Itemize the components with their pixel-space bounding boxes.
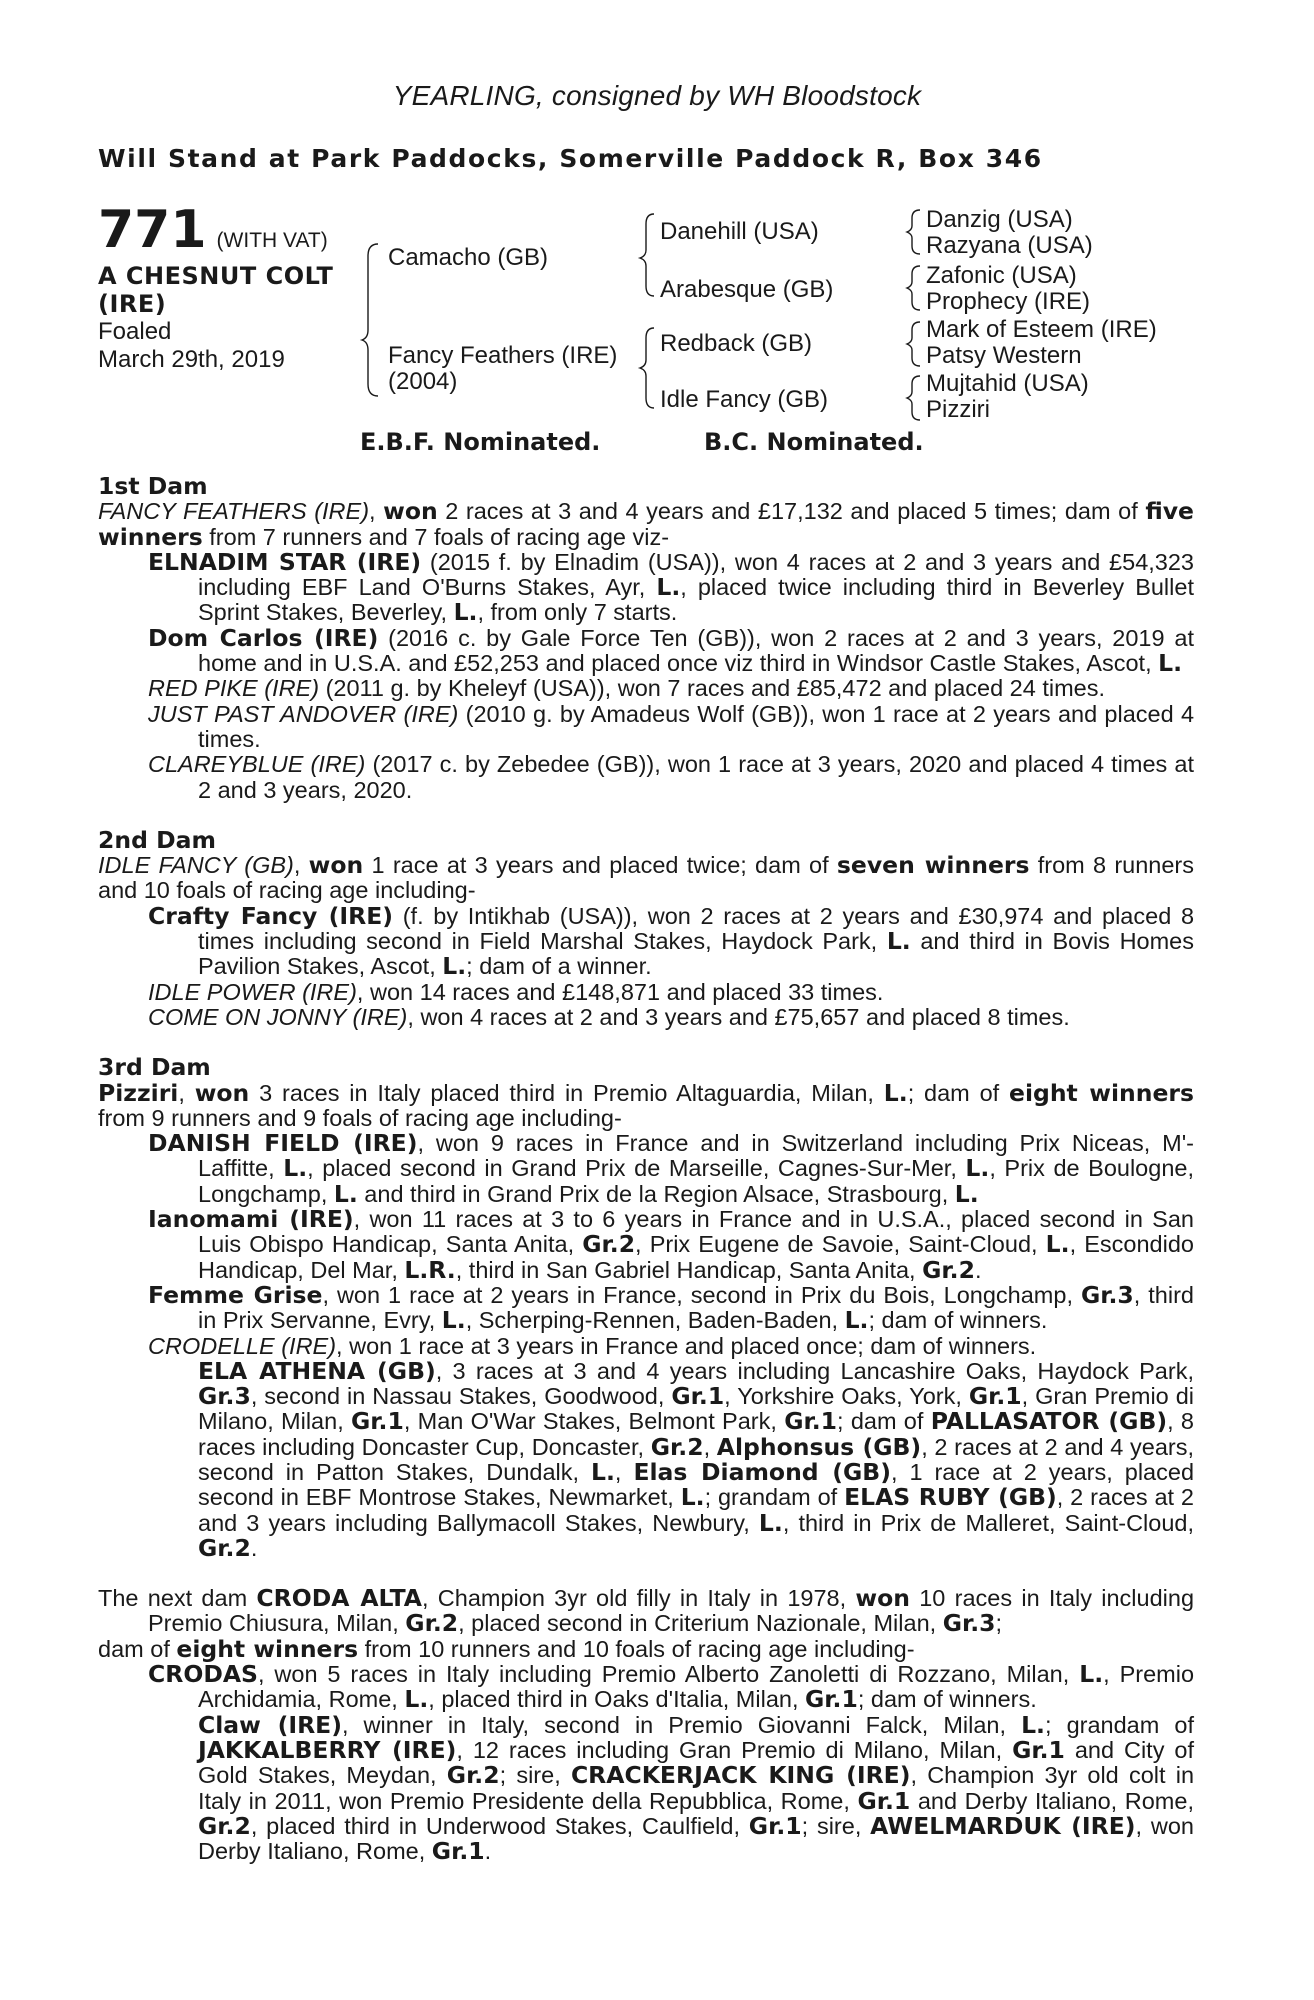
text-run: . — [250, 1534, 258, 1561]
italic-run: CLAREYBLUE (IRE) — [148, 751, 366, 778]
text-run: (2017 c. by Zebedee (GB)), won 1 race at 3 years, 2020 and placed 4 times at 2 and 3 years, 2020. — [198, 751, 1194, 803]
bold-run: L. — [1021, 1710, 1045, 1739]
text-run: , — [703, 1433, 717, 1460]
pedigree-dam-dam: Idle Fancy (GB) — [660, 386, 829, 413]
brace-g2 — [907, 266, 920, 310]
text-run: ; dam of winners. — [857, 1686, 1037, 1713]
bold-run: Gr.1 — [351, 1407, 404, 1436]
bc-nominated: B.C. Nominated. — [704, 428, 924, 456]
italic-run: FANCY FEATHERS (IRE) — [98, 498, 370, 525]
text-run: ; dam of — [907, 1079, 1009, 1106]
bold-run: JAKKALBERRY (IRE) — [198, 1735, 457, 1764]
text-run: , — [369, 498, 384, 525]
bold-run: L. — [453, 598, 478, 627]
dam1-title: 1st Dam — [98, 472, 208, 500]
text-run: ; grandam of — [704, 1484, 845, 1511]
text-run: , from only 7 starts. — [477, 599, 678, 626]
text-run: from 7 runners and 7 foals of racing age viz- — [202, 523, 670, 550]
text-run: , second in Nassau Stakes, Goodwood, — [250, 1383, 672, 1410]
text-run: , Man O'War Stakes, Belmont Park, — [403, 1408, 785, 1435]
lot-number: 771 — [98, 200, 207, 260]
sale-heading: YEARLING, consigned by WH Bloodstock — [392, 80, 922, 111]
text-run: , Prix Eugene de Savoie, Saint-Cloud, — [635, 1231, 1046, 1258]
text-run: , placed third in Oaks d'Italia, Milan, — [428, 1686, 806, 1713]
bold-run: Gr.2 — [922, 1255, 975, 1284]
dam2-entry — [98, 1005, 1194, 1030]
text-run: from 8 runners and 10 foals of racing age including- — [98, 852, 1195, 904]
dam3-entry — [98, 1131, 1194, 1207]
text-run: , — [614, 1458, 634, 1485]
dam1-intro — [98, 499, 1194, 550]
text-run: and City of Gold Stakes, Meydan, — [198, 1736, 1194, 1789]
dam1-entry — [98, 547, 1194, 627]
text-run: (2011 g. by Kheleyf (USA)), won 7 races and £85,472 and placed 24 times. — [319, 675, 1106, 702]
dam1-entry — [98, 676, 1194, 701]
dam2-entry — [98, 980, 1194, 1005]
bold-run: won — [383, 497, 438, 526]
brace-g4 — [907, 376, 920, 420]
bold-run: Claw (IRE) — [198, 1710, 342, 1739]
text-run: , Yorkshire Oaks, York, — [724, 1383, 969, 1410]
text-run: , placed third in Underwood Stakes, Caulfield, — [250, 1812, 749, 1839]
foaled-date: March 29th, 2019 — [98, 346, 285, 373]
text-run: , placed second in Criterium Nazionale, Milan, — [458, 1610, 943, 1637]
text-run: ; sire, — [499, 1762, 571, 1789]
bold-run: Gr.2 — [198, 1533, 251, 1562]
text-run: , placed second in Grand Prix de Marseille, Cagnes-Sur-Mer, — [307, 1155, 966, 1182]
italic-run: RED PIKE (IRE) — [148, 675, 320, 702]
bold-run: eight winners — [176, 1634, 359, 1663]
bold-run: eight winners — [1009, 1078, 1194, 1107]
bold-run: L. — [656, 573, 681, 602]
bold-run: Femme Grise — [148, 1280, 323, 1309]
pedigree-g8: Pizziri — [926, 396, 990, 423]
text-run: from 10 runners and 10 foals of racing age including- — [358, 1635, 915, 1662]
bold-run: Pizziri — [98, 1078, 179, 1107]
text-run: 10 races in Italy including Premio Chiusura, Milan, — [148, 1585, 1195, 1637]
bold-run: won — [308, 851, 364, 880]
next-dam-intro — [98, 1586, 1194, 1637]
text-run: , 3 races at 3 and 4 years including Lancashire Oaks, Haydock Park, — [435, 1357, 1194, 1384]
bold-run: Crafty Fancy (IRE) — [148, 901, 394, 930]
bold-run: L. — [591, 1457, 615, 1486]
bold-run: won — [855, 1584, 910, 1613]
bold-run: L. — [886, 927, 911, 956]
text-run: , third in San Gabriel Handicap, Santa Anita, — [455, 1256, 923, 1283]
bold-run: L.R. — [404, 1255, 456, 1284]
bold-run: Dom Carlos (IRE) — [148, 623, 379, 652]
horse-line-1: A CHESNUT COLT — [98, 262, 334, 290]
text-run: , won 1 race at 2 years in France, second in Prix du Bois, Longchamp, — [322, 1281, 1081, 1308]
brace-gen1 — [362, 244, 378, 396]
bold-run: Gr.3 — [942, 1609, 996, 1638]
pedigree-dam-line2: (2004) — [388, 368, 458, 395]
location-line: Will Stand at Park Paddocks, Somerville Paddock R, Box 346 — [98, 144, 1043, 173]
text-run: , Prix de Boulogne, Longchamp, — [198, 1155, 1194, 1207]
text-run: ; — [995, 1610, 1003, 1637]
bold-run: Gr.2 — [446, 1761, 500, 1790]
bold-run: AWELMARDUK (IRE) — [870, 1811, 1136, 1840]
text-run: , 2 races at 2 and 4 years, second in Patton Stakes, Dundalk, — [198, 1433, 1194, 1485]
bold-run: L. — [441, 1306, 466, 1335]
bold-run: L. — [883, 1078, 908, 1107]
pedigree-g7: Mujtahid (USA) — [926, 370, 1089, 397]
bold-run: L. — [1079, 1660, 1104, 1689]
bold-run: L. — [442, 952, 467, 981]
bold-run: CRODAS — [148, 1660, 258, 1689]
dam3-entry — [98, 1280, 1194, 1335]
horse-line-2: (IRE) — [98, 290, 167, 318]
text-run: , third in Prix Servanne, Evry, — [198, 1281, 1194, 1334]
dam2-entry — [98, 901, 1195, 981]
bold-run: CRODA ALTA — [256, 1584, 422, 1613]
text-run: . — [484, 1838, 492, 1865]
bold-run: L. — [758, 1508, 783, 1537]
dam3-intro — [98, 1078, 1194, 1132]
dam3-sub-entry — [98, 1356, 1195, 1562]
text-run: , Champion 3yr old filly in Italy in 1978, — [422, 1585, 856, 1612]
dam1-entry — [98, 702, 1194, 753]
dam3-entry — [98, 1334, 1194, 1359]
bold-run: seven winners — [836, 851, 1030, 880]
pedigree-dam-line1: Fancy Feathers (IRE) — [388, 342, 618, 369]
text-run: , Premio Archidamia, Rome, — [198, 1661, 1195, 1713]
bold-run: Gr.2 — [650, 1432, 704, 1461]
pedigree-sire-dam: Arabesque (GB) — [660, 276, 834, 303]
pedigree-g2: Razyana (USA) — [926, 232, 1093, 259]
bold-run: Gr.1 — [1012, 1735, 1065, 1764]
pedigree-braces — [0, 0, 1314, 440]
bold-run: five winners — [98, 497, 1194, 551]
text-run: , won 5 races in Italy including Premio Alberto Zanoletti di Rozzano, Milan, — [257, 1661, 1080, 1688]
bold-run: ELAS RUBY (GB) — [844, 1483, 1057, 1512]
next-dam-line2 — [98, 1634, 1194, 1663]
next-dam-entry-sub — [98, 1710, 1195, 1866]
bold-run: L. — [680, 1483, 705, 1512]
bold-run: ELA ATHENA (GB) — [198, 1356, 436, 1385]
bold-run: Gr.1 — [431, 1837, 485, 1866]
pedigree-sire-sire: Danehill (USA) — [660, 218, 819, 245]
bold-run: Gr.2 — [198, 1811, 251, 1840]
brace-dam — [640, 328, 654, 408]
bold-run: L. — [1045, 1230, 1070, 1259]
bold-run: ELNADIM STAR (IRE) — [148, 547, 422, 576]
pedigree-sire: Camacho (GB) — [388, 244, 549, 271]
bold-run: Gr.2 — [405, 1609, 459, 1638]
vat-note: (WITH VAT) — [216, 229, 328, 252]
text-run: , Escondido Handicap, Del Mar, — [198, 1231, 1194, 1283]
bold-run: L. — [965, 1154, 990, 1183]
text-run: ; dam of — [837, 1408, 931, 1435]
text-run: (2016 c. by Gale Force Ten (GB)), won 2 races at 2 and 3 years, 2019 at home and in U.S.A. and £52,253 and placed once viz third in Windsor Castle Stakes, Ascot, — [198, 624, 1194, 677]
pedigree-dam-sire: Redback (GB) — [660, 330, 813, 357]
dam2-title: 2nd Dam — [98, 825, 216, 854]
text-run: ; dam of winners. — [868, 1307, 1048, 1334]
text-run: and Derby Italiano, Rome, — [910, 1787, 1194, 1814]
text-run: , 8 races including Doncaster Cup, Doncaster, — [198, 1408, 1194, 1460]
bold-run: DANISH FIELD (IRE) — [148, 1129, 418, 1158]
text-run: and third in Grand Prix de la Region Alsace, Strasbourg, — [357, 1180, 955, 1207]
text-run: , 12 races including Gran Premio di Milano, Milan, — [456, 1736, 1013, 1763]
text-run: ; grandam of — [1044, 1711, 1194, 1738]
text-run: (2015 f. by Elnadim (USA)), won 4 races at 2 and 3 years and £54,323 including EBF Land O'Burns Stakes, Ayr, — [198, 548, 1194, 601]
next-dam-entry — [98, 1662, 1194, 1713]
dam3-entry — [98, 1207, 1194, 1283]
italic-run: CRODELLE (IRE) — [148, 1332, 337, 1359]
brace-g3 — [907, 322, 920, 366]
catalogue-body — [98, 474, 1194, 1864]
bold-run: Ianomami (IRE) — [148, 1205, 354, 1234]
bold-run: Alphonsus (GB) — [716, 1432, 922, 1461]
italic-run: IDLE FANCY (GB) — [98, 852, 294, 879]
pedigree-g1: Danzig (USA) — [926, 206, 1073, 233]
text-run: , won 14 races and £148,871 and placed 33 times. — [356, 978, 884, 1005]
bold-run: L. — [404, 1685, 429, 1714]
italic-run: COME ON JONNY (IRE) — [148, 1003, 408, 1030]
bold-run: L. — [844, 1306, 869, 1335]
pedigree-g4: Prophecy (IRE) — [926, 288, 1091, 315]
text-run: , winner in Italy, second in Premio Giovanni Falck, Milan, — [341, 1711, 1022, 1738]
italic-run: JUST PAST ANDOVER (IRE) — [148, 700, 459, 727]
brace-sire — [640, 214, 654, 296]
text-run: , Gran Premio di Milano, Milan, — [198, 1383, 1194, 1435]
pedigree-g6: Patsy Western — [926, 342, 1082, 369]
text-run: , Scherping-Rennen, Baden-Baden, — [465, 1307, 845, 1334]
dam1-entry — [98, 752, 1194, 803]
bold-run: PALLASATOR (GB) — [930, 1407, 1168, 1436]
bold-run: Gr.1 — [671, 1382, 725, 1411]
pedigree-g3: Zafonic (USA) — [926, 262, 1077, 289]
dam1-entry — [98, 623, 1194, 678]
text-run: , 1 race at 2 years, placed second in EBF Montrose Stakes, Newmarket, — [198, 1458, 1195, 1511]
bold-run: Gr.1 — [748, 1811, 802, 1840]
text-run: (2010 g. by Amadeus Wolf (GB)), won 1 race at 2 years and placed 4 times. — [198, 700, 1195, 752]
bold-run: Gr.1 — [857, 1786, 911, 1815]
text-run: 3 races in Italy placed third in Premio Altaguardia, Milan, — [249, 1079, 884, 1106]
text-run: , Champion 3yr old colt in Italy in 2011, won Premio Presidente della Repubblica, Rome, — [198, 1762, 1195, 1814]
text-run: ; dam of a winner. — [466, 953, 652, 980]
bold-run: Gr.1 — [784, 1407, 837, 1436]
bold-run: CRACKERJACK KING (IRE) — [570, 1761, 911, 1790]
ebf-nominated: E.B.F. Nominated. — [360, 428, 601, 456]
text-run: , won Derby Italiano, Rome, — [198, 1812, 1194, 1865]
bold-run: Gr.1 — [805, 1685, 858, 1714]
text-run: . — [974, 1256, 982, 1283]
brace-g1 — [907, 210, 920, 254]
text-run: , won 4 races at 2 and 3 years and £75,657 and placed 8 times. — [407, 1003, 1070, 1030]
bold-run: Elas Diamond (GB) — [633, 1457, 891, 1486]
dam2-intro — [98, 853, 1194, 904]
bold-run: Gr.3 — [1080, 1280, 1134, 1309]
text-run: dam of — [98, 1635, 177, 1662]
text-run: ; sire, — [801, 1812, 871, 1839]
bold-run: Gr.3 — [198, 1382, 251, 1411]
italic-run: IDLE POWER (IRE) — [148, 978, 357, 1005]
text-run: , — [178, 1079, 195, 1106]
bold-run: L. — [333, 1179, 358, 1208]
pedigree-g5: Mark of Esteem (IRE) — [926, 316, 1157, 343]
bold-run: L. — [1158, 649, 1183, 678]
text-run: , third in Prix de Malleret, Saint-Cloud, — [782, 1509, 1194, 1536]
text-run: 2 races at 3 and 4 years and £17,132 and placed 5 times; dam of — [437, 498, 1146, 525]
text-run: 1 race at 3 years and placed twice; dam of — [363, 852, 837, 879]
bold-run: L. — [954, 1179, 979, 1208]
text-run: , — [293, 852, 309, 879]
text-run: , won 9 races in France and in Switzerland including Prix Niceas, M'-Laffitte, — [198, 1130, 1195, 1182]
bold-run: L. — [283, 1154, 308, 1183]
text-run: from 9 runners and 9 foals of racing age including- — [98, 1104, 622, 1131]
dam3-title: 3rd Dam — [98, 1053, 211, 1082]
bold-run: Gr.1 — [968, 1382, 1022, 1411]
dam1-entries — [98, 547, 1195, 803]
bold-run: Gr.2 — [582, 1230, 636, 1259]
text-run: , won 11 races at 3 to 6 years in France and in U.S.A., placed second in San Luis Obispo Handicap, Santa Anita, — [198, 1206, 1194, 1258]
text-run: and third in Bovis Homes Pavilion Stakes, Ascot, — [198, 928, 1195, 980]
text-run: The next dam — [98, 1585, 257, 1612]
text-run: , placed twice including third in Beverley Bullet Sprint Stakes, Beverley, — [198, 574, 1194, 626]
foaled-label: Foaled — [98, 318, 172, 345]
text-run: (f. by Intikhab (USA)), won 2 races at 2 years and £30,974 and placed 8 times including second in Field Marshal Stakes, Haydock Park, — [198, 902, 1195, 955]
bold-run: won — [194, 1078, 250, 1107]
text-run: , 2 races at 2 and 3 years including Ballymacoll Stakes, Newbury, — [198, 1484, 1194, 1536]
text-run: , won 1 race at 3 years in France and placed once; dam of winners. — [336, 1332, 1037, 1359]
